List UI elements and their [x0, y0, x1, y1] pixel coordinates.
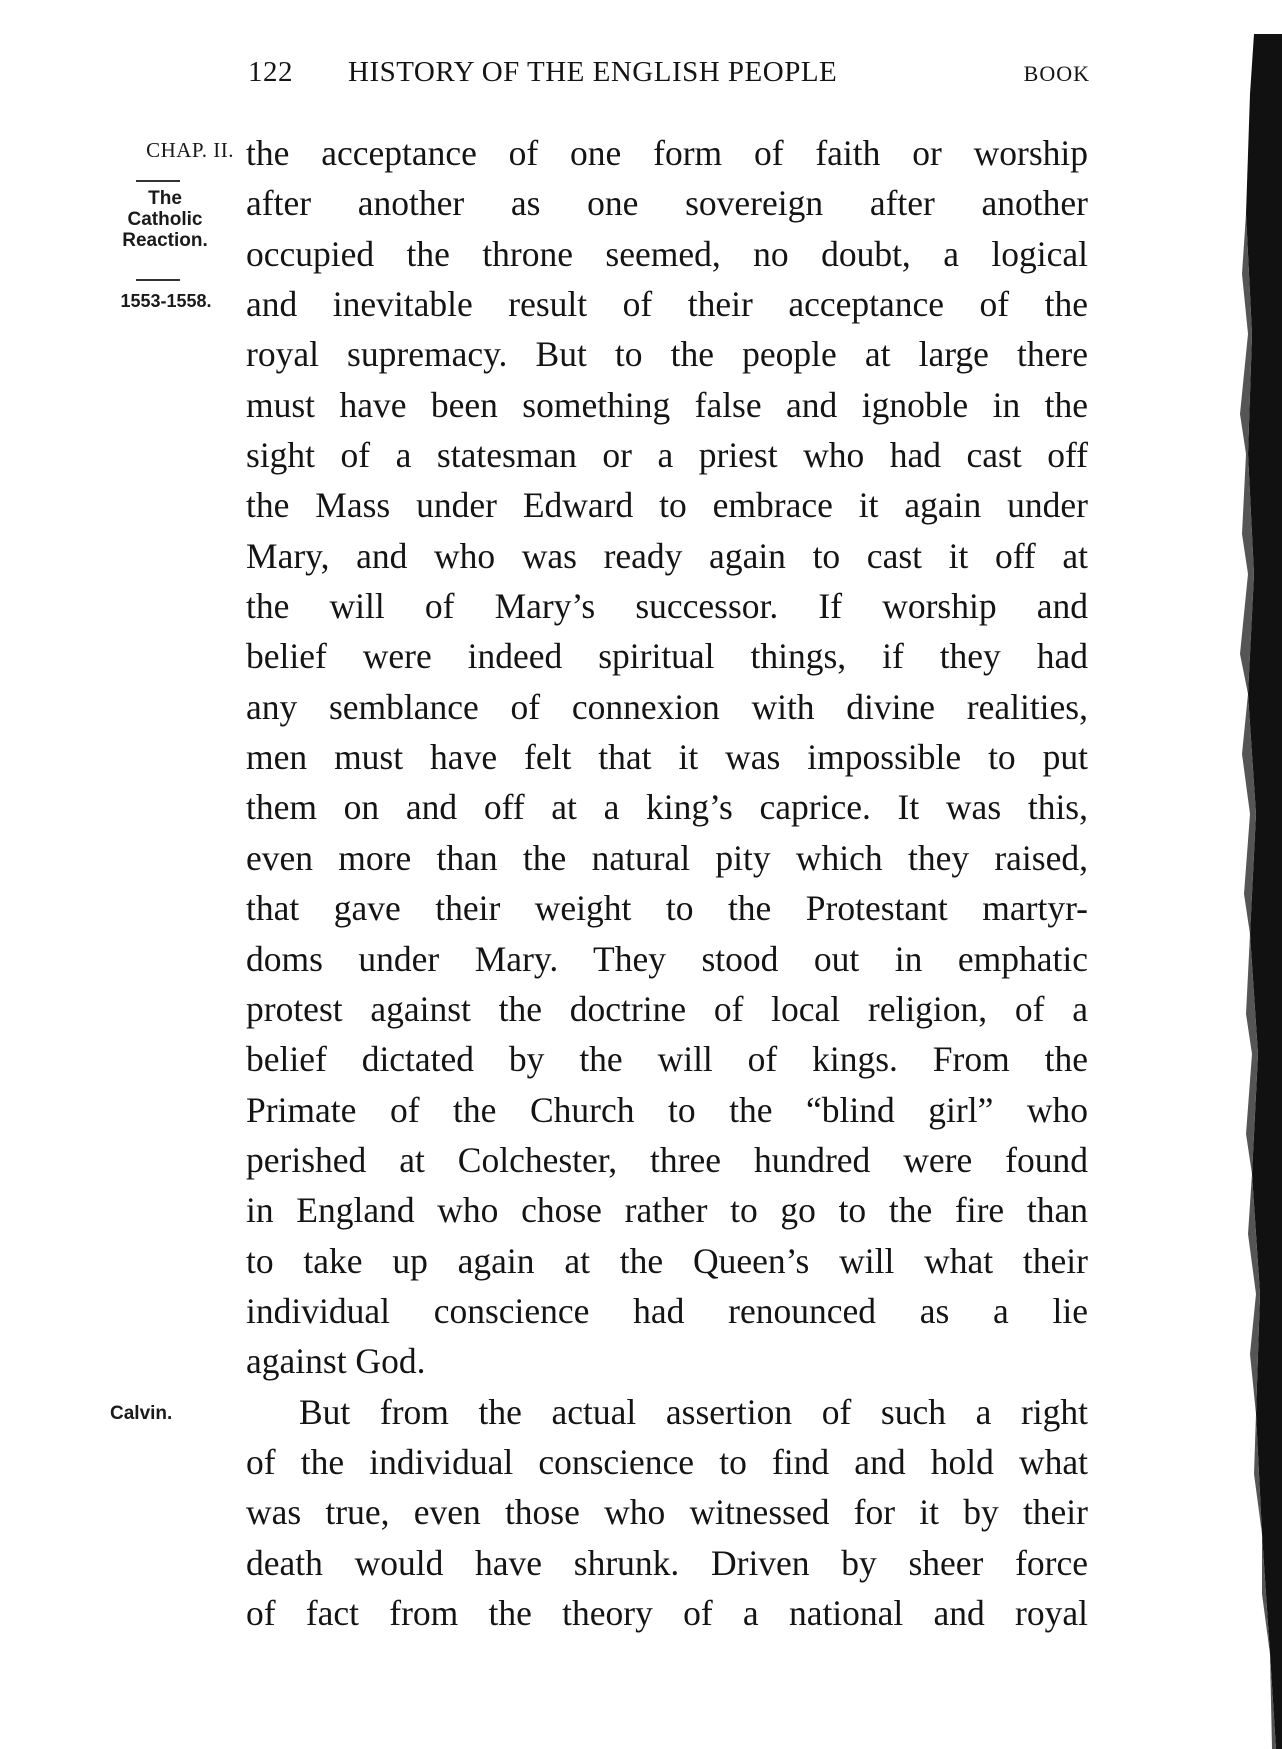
body-text — [246, 128, 1088, 1638]
margin-topic-note — [96, 188, 234, 251]
body-line: Primate of the Church to the “blind girl” who — [246, 1089, 1088, 1130]
body-line: against God. — [246, 1341, 426, 1382]
body-line: Mary, and who was ready again to cast it off at — [246, 535, 1088, 576]
margin-calvin-note: Calvin. — [110, 1403, 173, 1424]
running-section-label: BOOK — [1023, 61, 1090, 86]
body-line: in England who chose rather to go to the fire than — [246, 1190, 1088, 1231]
body-line: men must have felt that it was impossible to put — [246, 737, 1088, 778]
body-line: the Mass under Edward to embrace it again under — [246, 485, 1088, 526]
body-line: sight of a statesman or a priest who had cast off — [246, 435, 1088, 476]
body-line: of the individual conscience to find and hold what — [246, 1441, 1088, 1482]
running-header — [244, 50, 1090, 100]
margin-chapter-note: CHAP. II. — [146, 138, 234, 162]
body-line: the will of Mary’s successor. If worship and — [246, 586, 1088, 627]
body-line: and inevitable result of their acceptance of the — [246, 284, 1088, 325]
body-line: occupied the throne seemed, no doubt, a logical — [246, 233, 1088, 274]
margin-date-note: 1553-1558. — [120, 291, 212, 311]
body-line: belief were indeed spiritual things, if they had — [246, 636, 1088, 677]
body-line: of fact from the theory of a national and royal — [246, 1592, 1088, 1633]
body-line: them on and off at a king’s caprice. It was this, — [246, 787, 1088, 828]
body-line: after another as one sovereign after another — [246, 183, 1088, 224]
body-line: even more than the natural pity which they raised, — [246, 837, 1088, 878]
margin-topic-line: The — [148, 188, 182, 209]
body-line: to take up again at the Queen’s will what their — [246, 1240, 1088, 1281]
body-line: must have been something false and ignoble in the — [246, 384, 1088, 425]
body-line: that gave their weight to the Protestant martyr- — [246, 888, 1088, 929]
margin-rule-top — [136, 180, 180, 182]
body-line: But from the actual assertion of such a right — [299, 1391, 1088, 1432]
margin-topic-line: Reaction. — [122, 230, 208, 251]
scan-binding-shadow — [1232, 34, 1282, 1749]
page-number: 122 — [248, 56, 293, 88]
body-line: death would have shrunk. Driven by sheer force — [246, 1542, 1088, 1583]
body-line: royal supremacy. But to the people at large there — [246, 334, 1088, 375]
margin-rule-bottom — [136, 279, 180, 281]
body-line: individual conscience had renounced as a lie — [246, 1290, 1088, 1331]
body-line: doms under Mary. They stood out in emphatic — [246, 938, 1088, 979]
margin-topic-line: Catholic — [127, 209, 203, 230]
body-line: perished at Colchester, three hundred were found — [246, 1139, 1088, 1180]
running-title: HISTORY OF THE ENGLISH PEOPLE — [348, 56, 838, 88]
body-line: was true, even those who witnessed for it by their — [246, 1492, 1088, 1533]
body-line: protest against the doctrine of local religion, of a — [246, 988, 1088, 1029]
body-line: belief dictated by the will of kings. From the — [246, 1039, 1088, 1080]
body-line: any semblance of connexion with divine realities, — [246, 686, 1088, 727]
body-line: the acceptance of one form of faith or worship — [246, 133, 1088, 173]
